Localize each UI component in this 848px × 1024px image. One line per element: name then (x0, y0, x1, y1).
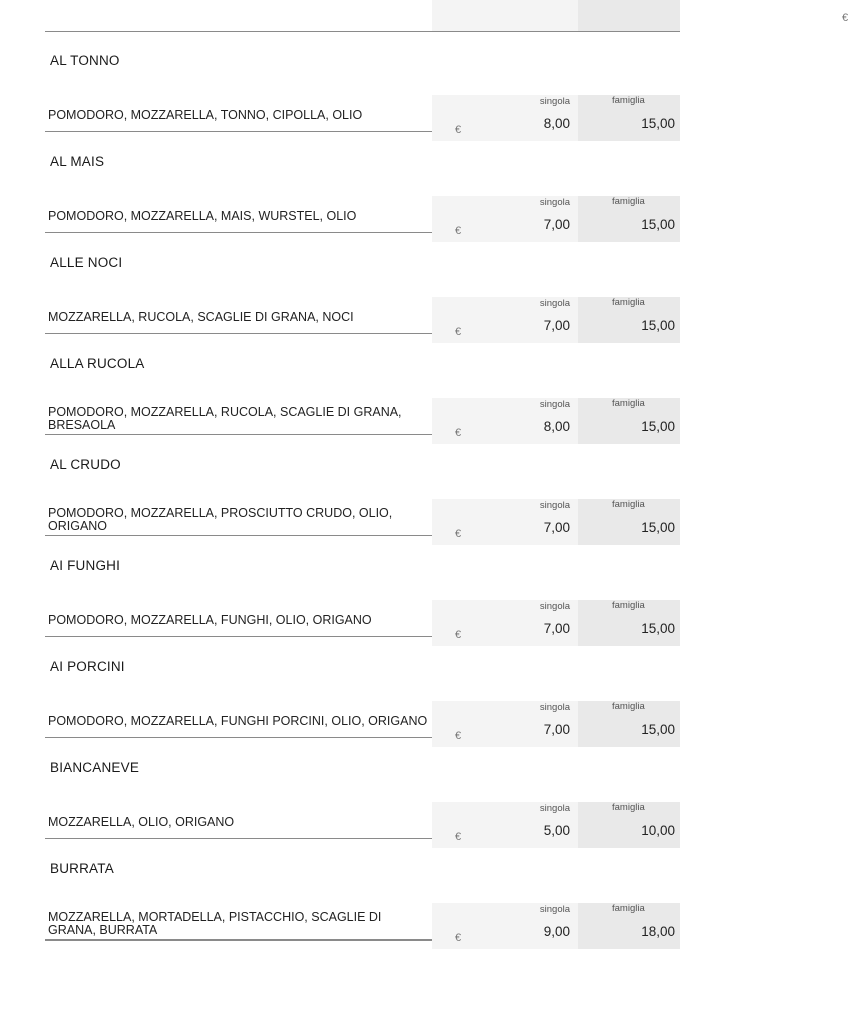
price-family: 15,00 (641, 217, 675, 232)
item-name: AL MAIS (50, 154, 105, 169)
label-single: singola (539, 803, 570, 814)
menu-item (45, 132, 680, 237)
label-family: famiglia (612, 95, 645, 106)
item-ingredients: POMODORO, MOZZARELLA, MAIS, WURSTEL, OLIO (48, 209, 357, 223)
item-name: BIANCANEVE (50, 760, 140, 775)
label-single: singola (539, 702, 570, 713)
price-single: 8,00 (543, 116, 570, 131)
label-single: singola (539, 197, 570, 208)
item-name: AI PORCINI (50, 659, 125, 674)
price-family: 10,00 (641, 823, 675, 838)
label-single: singola (539, 904, 570, 915)
price-family: 15,00 (641, 621, 675, 636)
euro-symbol: € (455, 629, 462, 641)
item-ingredients: POMODORO, MOZZARELLA, RUCOLA, SCAGLIE DI GRANA, BRESAOLA (48, 405, 402, 432)
item-ingredients: POMODORO, MOZZARELLA, PROSCIUTTO CRUDO, OLIO, ORIGANO (48, 506, 393, 533)
euro-symbol: € (455, 124, 462, 136)
label-family: famiglia (612, 297, 645, 308)
pizza-menu-list (45, 31, 680, 944)
menu-item (45, 233, 680, 338)
euro-symbol: € (455, 528, 462, 540)
label-single: singola (539, 399, 570, 410)
price-family: 15,00 (641, 722, 675, 737)
label-family: famiglia (612, 398, 645, 409)
price-single: 7,00 (543, 318, 570, 333)
label-single: singola (539, 96, 570, 107)
price-single: 7,00 (543, 621, 570, 636)
price-family: 15,00 (641, 116, 675, 131)
label-single: singola (539, 500, 570, 511)
price-single: 8,00 (543, 419, 570, 434)
price-box (432, 903, 680, 949)
price-family: 18,00 (641, 924, 675, 939)
item-ingredients: POMODORO, MOZZARELLA, TONNO, CIPOLLA, OLIO (48, 108, 363, 122)
label-family: famiglia (612, 196, 645, 207)
item-ingredients: POMODORO, MOZZARELLA, FUNGHI, OLIO, ORIGANO (48, 613, 372, 627)
previous-price-single-cell (432, 0, 848, 31)
item-name: AL TONNO (50, 53, 120, 68)
euro-symbol: € (455, 326, 462, 338)
label-single: singola (539, 298, 570, 309)
previous-price-family-cell (578, 0, 680, 31)
price-single-cell (432, 903, 578, 949)
price-family: 15,00 (641, 318, 675, 333)
menu-item (45, 334, 680, 439)
item-name: ALLA RUCOLA (50, 356, 145, 371)
price-family-cell (578, 903, 680, 949)
label-family: famiglia (612, 701, 645, 712)
label-family: famiglia (612, 600, 645, 611)
euro-symbol: € (455, 831, 462, 843)
price-single: 5,00 (543, 823, 570, 838)
price-single: 7,00 (543, 217, 570, 232)
price-family: 15,00 (641, 520, 675, 535)
menu-item (45, 839, 680, 944)
item-name: AI FUNGHI (50, 558, 121, 573)
item-ingredients: MOZZARELLA, RUCOLA, SCAGLIE DI GRANA, NOCI (48, 310, 354, 324)
item-name: AL CRUDO (50, 457, 121, 472)
euro-symbol: € (455, 427, 462, 439)
item-name: ALLE NOCI (50, 255, 123, 270)
menu-item (45, 435, 680, 540)
item-ingredients: POMODORO, MOZZARELLA, FUNGHI PORCINI, OLIO, ORIGANO (48, 714, 428, 728)
label-family: famiglia (612, 499, 645, 510)
price-single: 9,00 (543, 924, 570, 939)
menu-item (45, 738, 680, 843)
previous-item-stub (45, 0, 848, 32)
item-ingredients: MOZZARELLA, MORTADELLA, PISTACCHIO, SCAGLIE DI GRANA, BURRATA (48, 910, 382, 937)
menu-item (45, 637, 680, 742)
euro-symbol: € (455, 932, 462, 944)
item-name: BURRATA (50, 861, 114, 876)
label-single: singola (539, 601, 570, 612)
euro-symbol: € (455, 730, 462, 742)
item-ingredients: MOZZARELLA, OLIO, ORIGANO (48, 815, 235, 829)
price-family: 15,00 (641, 419, 675, 434)
label-family: famiglia (612, 802, 645, 813)
menu-item (45, 31, 680, 136)
menu-item (45, 536, 680, 641)
price-single: 7,00 (543, 520, 570, 535)
price-single: 7,00 (543, 722, 570, 737)
euro-symbol: € (842, 12, 848, 24)
label-family: famiglia (612, 903, 645, 914)
euro-symbol: € (455, 225, 462, 237)
